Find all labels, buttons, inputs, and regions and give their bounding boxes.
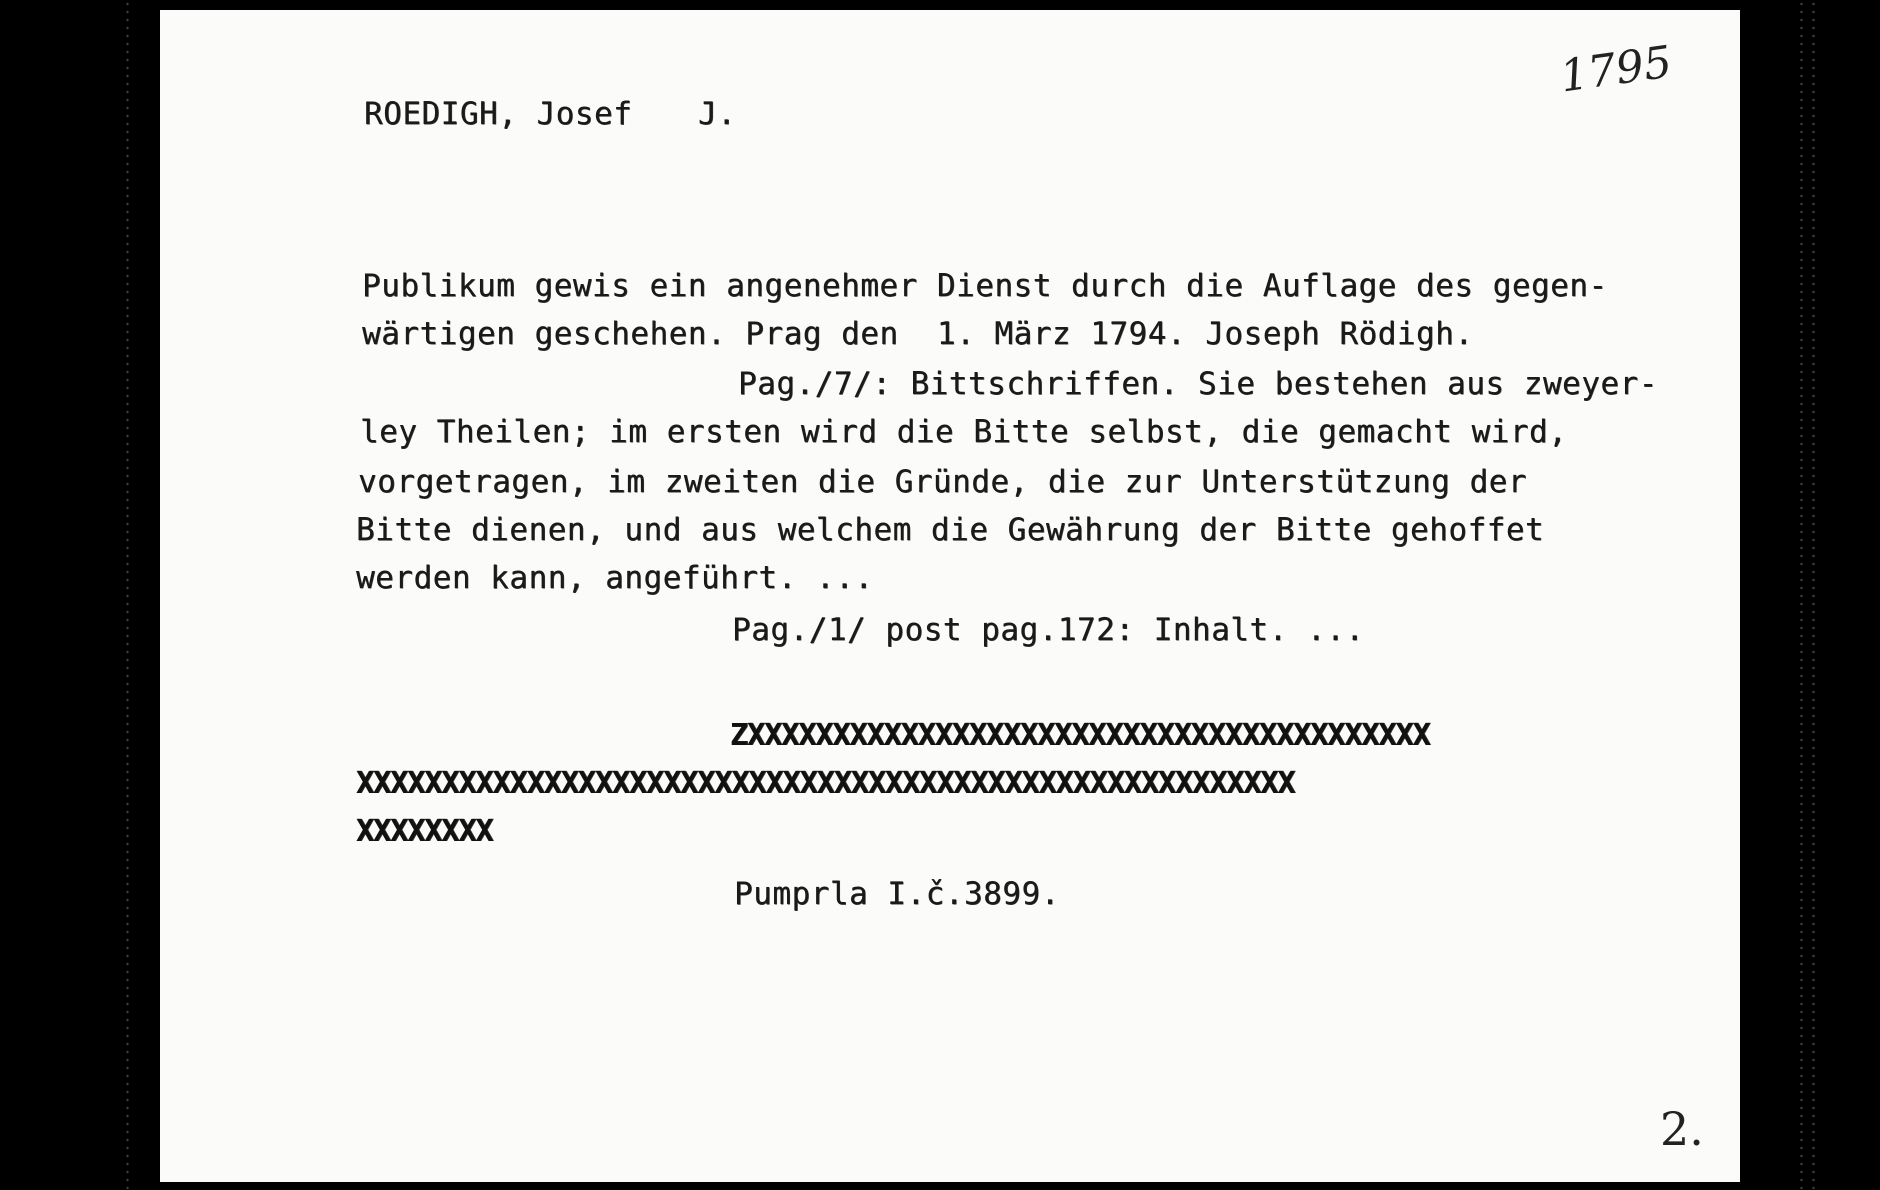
right-edge-noise-2 — [1812, 0, 1815, 1190]
body-line-1: Publikum gewis ein angenehmer Dienst durch die Auflage des gegen- — [362, 268, 1608, 304]
body-line-6: Bitte dienen, und aus welchem die Gewährung der Bitte gehoffet — [356, 512, 1545, 548]
right-edge-noise — [1800, 0, 1803, 1190]
page-number: 2. — [1660, 1102, 1704, 1156]
body-line-7: werden kann, angeführt. ... — [356, 560, 874, 596]
body-line-5: vorgetragen, im zweiten die Gründe, die zur Unterstützung der — [358, 464, 1527, 500]
body-line-3: Pag./7/: Bittschriffen. Sie bestehen aus zweyer- — [738, 366, 1658, 402]
body-line-4: ley Theilen; im ersten wird die Bitte selbst, die gemacht wird, — [360, 414, 1568, 450]
left-edge-noise — [126, 0, 129, 1190]
struck-line-3: XXXXXXXX — [356, 814, 493, 849]
index-card — [160, 10, 1740, 1182]
heading-initial: J. — [698, 96, 737, 132]
heading-name: ROEDIGH, Josef — [364, 96, 633, 132]
body-line-8: Pag./1/ post pag.172: Inhalt. ... — [732, 612, 1365, 648]
source-reference: Pumprla I.č.3899. — [734, 876, 1060, 912]
struck-line-2: XXXXXXXXXXXXXXXXXXXXXXXXXXXXXXXXXXXXXXXXXXXXXXXXXXXXXXX — [356, 766, 1295, 801]
struck-line-1: ZXXXXXXXXXXXXXXXXXXXXXXXXXXXXXXXXXXXXXXXX — [730, 718, 1430, 753]
body-line-2: wärtigen geschehen. Prag den 1. März 1794. Joseph Rödigh. — [362, 316, 1474, 352]
catalog-number: 1795 — [1556, 36, 1675, 103]
